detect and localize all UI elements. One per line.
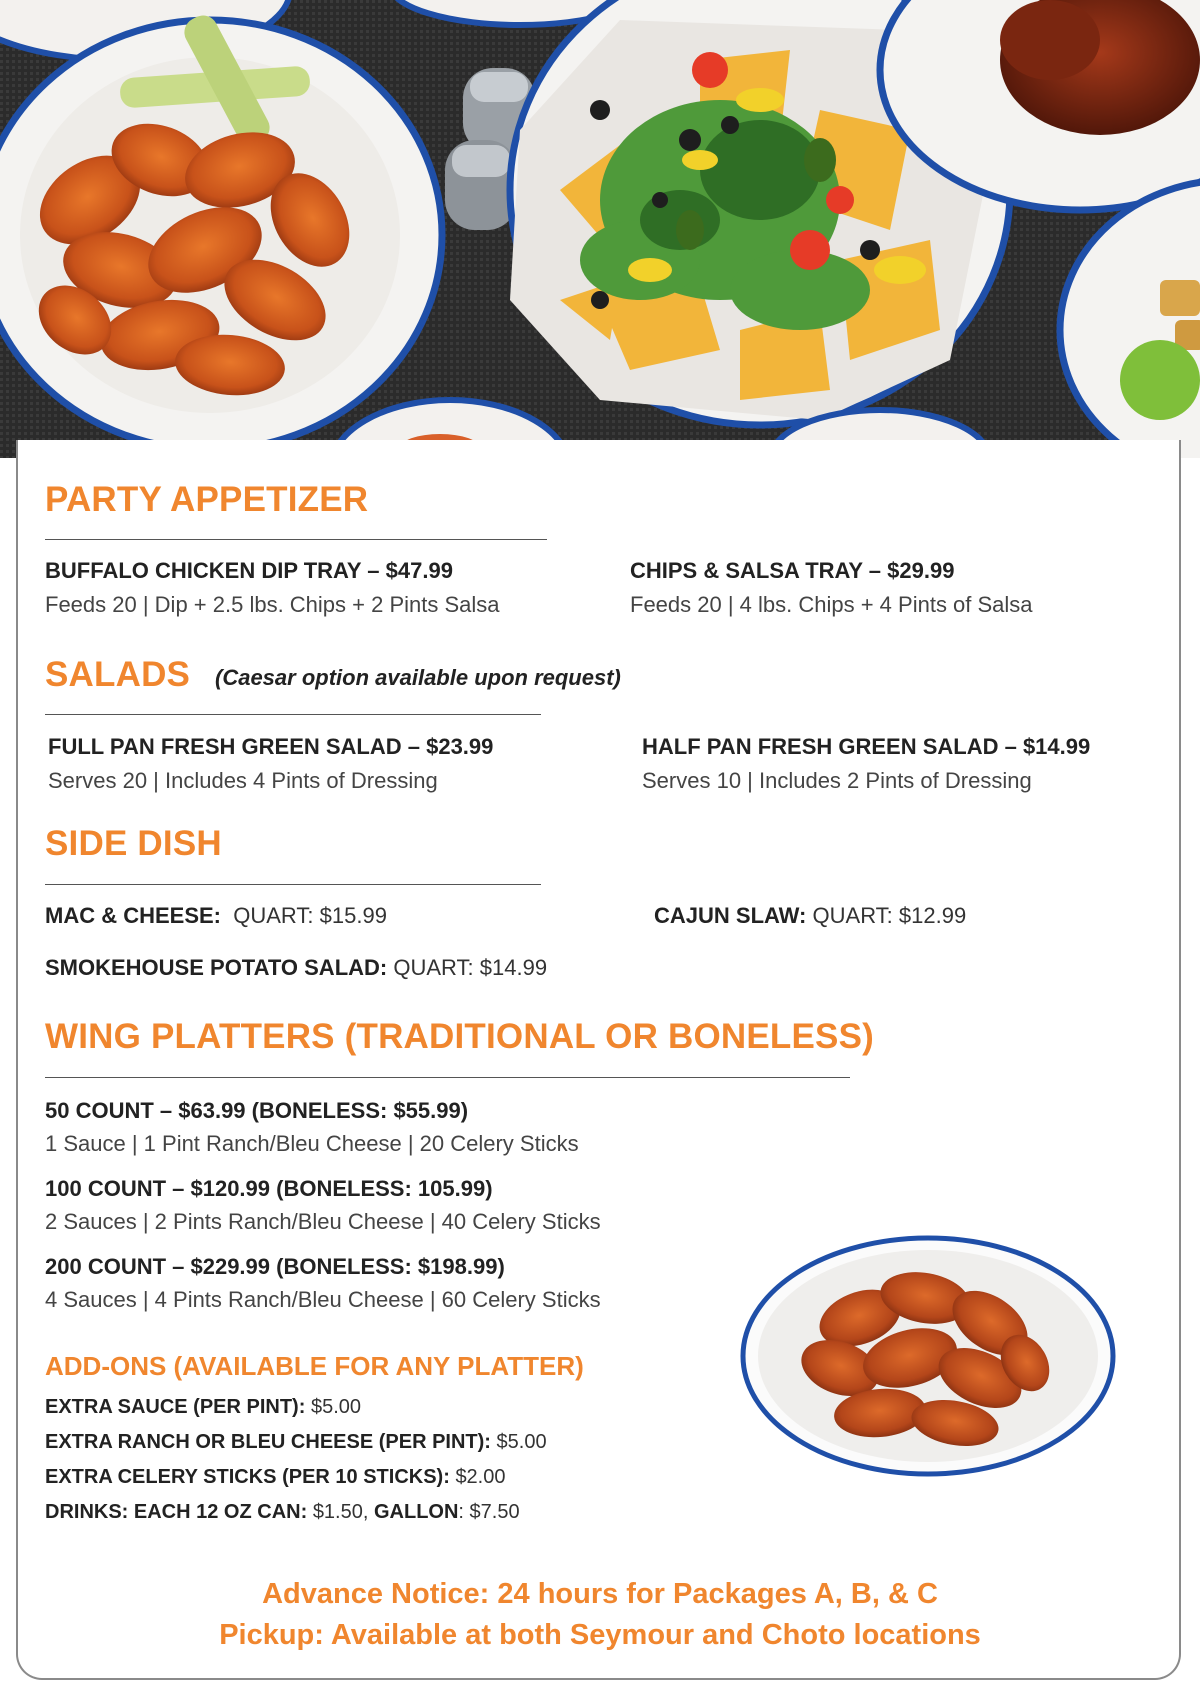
side-potato-salad-name: SMOKEHOUSE POTATO SALAD: [45, 955, 388, 980]
wing-plate-image [740, 1228, 1120, 1483]
addon-value: $1.50, [312, 1501, 369, 1523]
addon-value-gallon: : $7.50 [458, 1501, 520, 1523]
addon-value: $2.00 [455, 1466, 506, 1488]
side-cajun-slaw-price: QUART: $12.99 [812, 903, 967, 928]
hero-food-photo [0, 0, 1200, 458]
section-title-side-dish: SIDE DISH [45, 824, 222, 863]
side-cajun-slaw-name: CAJUN SLAW: [654, 903, 807, 928]
item-full-pan-salad-title: FULL PAN FRESH GREEN SALAD – $23.99 [48, 734, 494, 759]
side-potato-salad [45, 955, 547, 981]
wing-platter-50-desc: 1 Sauce | 1 Pint Ranch/Bleu Cheese | 20 Celery Sticks [45, 1131, 579, 1156]
section-title-party-appetizer: PARTY APPETIZER [45, 480, 369, 519]
addon-label: DRINKS: EACH 12 OZ CAN: [45, 1501, 308, 1523]
side-potato-salad-price: QUART: $14.99 [393, 955, 548, 980]
item-half-pan-salad-desc: Serves 10 | Includes 2 Pints of Dressing [642, 768, 1032, 793]
addon-label-gallon: GALLON [373, 1501, 459, 1523]
addons-title: ADD-ONS (AVAILABLE FOR ANY PLATTER) [45, 1351, 584, 1381]
addon-extra-ranch [45, 1431, 547, 1454]
wing-platter-100-desc: 2 Sauces | 2 Pints Ranch/Bleu Cheese | 40 Celery Sticks [45, 1209, 601, 1234]
section-title-wing-platters: WING PLATTERS (TRADITIONAL OR BONELESS) [45, 1017, 874, 1056]
side-mac-cheese [45, 903, 387, 929]
item-chips-salsa-desc: Feeds 20 | 4 lbs. Chips + 4 Pints of Salsa [630, 592, 1033, 617]
section-divider [45, 714, 541, 715]
item-half-pan-salad-title: HALF PAN FRESH GREEN SALAD – $14.99 [642, 734, 1091, 759]
side-mac-cheese-price: QUART: $15.99 [233, 903, 387, 928]
section-divider [45, 539, 547, 540]
item-buffalo-chicken-dip-title: BUFFALO CHICKEN DIP TRAY – $47.99 [45, 558, 453, 583]
section-title-salads: SALADS [45, 655, 191, 694]
item-full-pan-salad-desc: Serves 20 | Includes 4 Pints of Dressing [48, 768, 438, 793]
addon-extra-sauce [45, 1396, 361, 1419]
wing-platter-100-title: 100 COUNT – $120.99 (BONELESS: 105.99) [45, 1176, 493, 1201]
wing-platter-200-desc: 4 Sauces | 4 Pints Ranch/Bleu Cheese | 60 Celery Sticks [45, 1287, 601, 1312]
footer-advance-notice: Advance Notice: 24 hours for Packages A, B, & C [262, 1578, 938, 1610]
section-divider [45, 884, 541, 885]
menu-card [16, 440, 1181, 1680]
item-chips-salsa-title: CHIPS & SALSA TRAY – $29.99 [630, 558, 955, 583]
wing-platter-50-title: 50 COUNT – $63.99 (BONELESS: $55.99) [45, 1098, 469, 1123]
addon-value: $5.00 [310, 1396, 362, 1418]
wing-platter-200-title: 200 COUNT – $229.99 (BONELESS: $198.99) [45, 1254, 505, 1279]
addon-drinks [45, 1501, 520, 1524]
side-mac-cheese-name: MAC & CHEESE: [45, 903, 222, 928]
section-divider [45, 1077, 850, 1078]
salads-note: (Caesar option available upon request) [215, 665, 621, 690]
footer-pickup: Pickup: Available at both Seymour and Choto locations [219, 1619, 981, 1651]
addon-extra-celery [45, 1466, 506, 1489]
addon-label: EXTRA CELERY STICKS (PER 10 STICKS): [45, 1466, 450, 1488]
addon-label: EXTRA SAUCE (PER PINT): [45, 1396, 306, 1418]
addon-value: $5.00 [496, 1431, 547, 1453]
side-cajun-slaw [654, 903, 966, 929]
item-buffalo-chicken-dip-desc: Feeds 20 | Dip + 2.5 lbs. Chips + 2 Pints Salsa [45, 592, 500, 617]
addon-label: EXTRA RANCH OR BLEU CHEESE (PER PINT): [45, 1431, 491, 1453]
